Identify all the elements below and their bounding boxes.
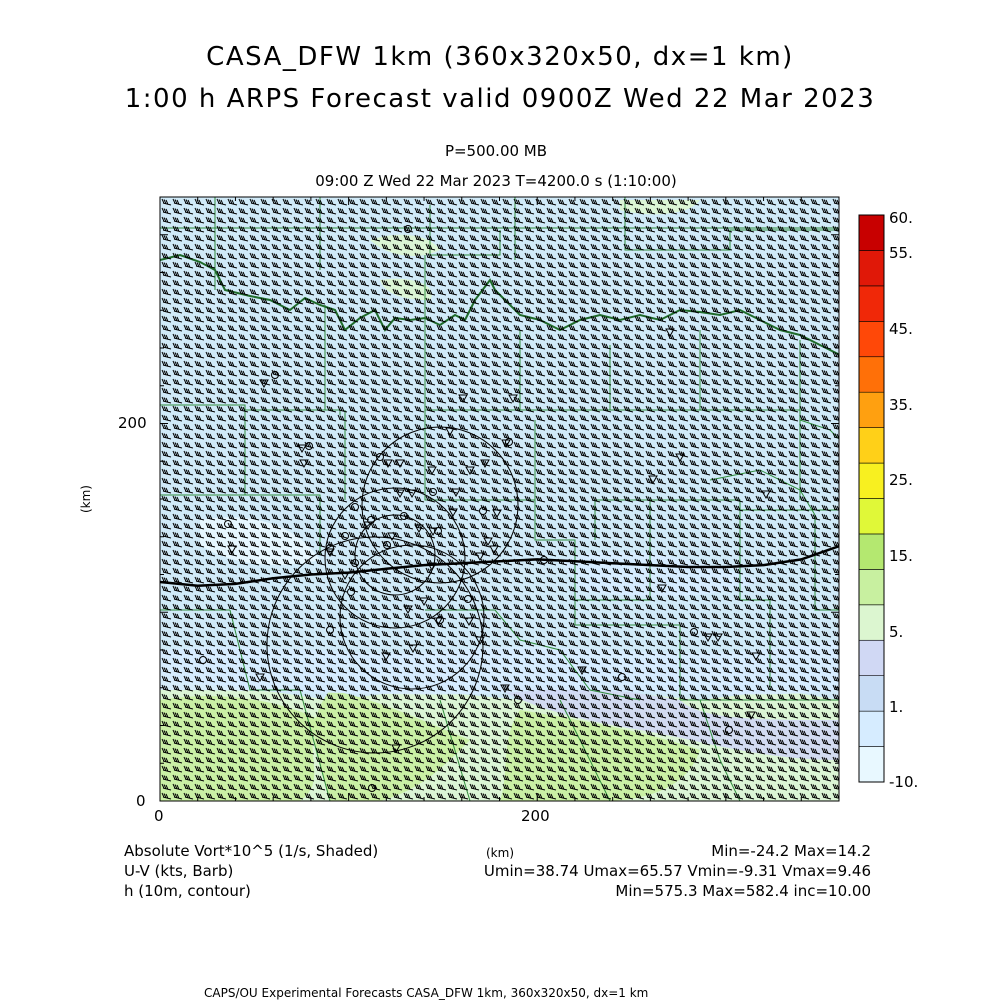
- colorbar-label: 5.: [889, 623, 904, 641]
- height-stats: Min=575.3 Max=582.4 inc=10.00: [615, 882, 871, 900]
- colorbar-segment: [859, 711, 884, 746]
- plot-area: [160, 197, 842, 801]
- field-label-wind: U-V (kts, Barb): [124, 862, 234, 880]
- credit-line: CAPS/OU Experimental Forecasts CASA_DFW 1km, 360x320x50, dx=1 km: [204, 986, 649, 1000]
- x-axis-label: (km): [486, 846, 515, 860]
- colorbar-segment: [859, 676, 884, 711]
- y-axis-label: (km): [79, 484, 94, 514]
- x-tick-200: 200: [521, 807, 550, 825]
- y-tick-0: 0: [136, 792, 146, 810]
- colorbar-label: 45.: [889, 320, 913, 338]
- pressure-level: P=500.00 MB: [444, 142, 548, 160]
- colorbar-label: 60.: [889, 209, 913, 227]
- colorbar-segment: [859, 499, 884, 534]
- colorbar-label: 1.: [889, 698, 904, 716]
- colorbar-segment: [859, 321, 884, 356]
- colorbar-label: 25.: [889, 471, 913, 489]
- colorbar-segment: [859, 605, 884, 640]
- colorbar-segment: [859, 463, 884, 498]
- colorbar-segment: [859, 534, 884, 569]
- chart-title: CASA_DFW 1km (360x320x50, dx=1 km): [206, 42, 794, 72]
- colorbar-segment: [859, 215, 884, 250]
- chart-subtitle: 1:00 h ARPS Forecast valid 0900Z Wed 22 Mar 2023: [124, 84, 876, 114]
- colorbar-segment: [859, 357, 884, 392]
- valid-time: 09:00 Z Wed 22 Mar 2023 T=4200.0 s (1:10:00): [315, 172, 677, 190]
- colorbar-segment: [859, 428, 884, 463]
- vorticity-stats: Min=-24.2 Max=14.2: [711, 842, 871, 860]
- colorbar: [859, 215, 884, 782]
- field-label-vorticity: Absolute Vort*10^5 (1/s, Shaded): [124, 842, 379, 860]
- colorbar-segment: [859, 640, 884, 675]
- colorbar-label: 15.: [889, 547, 913, 565]
- x-tick-0: 0: [154, 807, 164, 825]
- colorbar-segment: [859, 392, 884, 427]
- colorbar-label: 35.: [889, 396, 913, 414]
- field-label-height: h (10m, contour): [124, 882, 251, 900]
- colorbar-label: 55.: [889, 244, 913, 262]
- wind-stats: Umin=38.74 Umax=65.57 Vmin=-9.31 Vmax=9.46: [483, 862, 871, 880]
- colorbar-segment: [859, 747, 884, 782]
- y-tick-200: 200: [118, 414, 147, 432]
- colorbar-segment: [859, 250, 884, 285]
- colorbar-segment: [859, 569, 884, 604]
- colorbar-label: -10.: [889, 773, 919, 791]
- colorbar-segment: [859, 286, 884, 321]
